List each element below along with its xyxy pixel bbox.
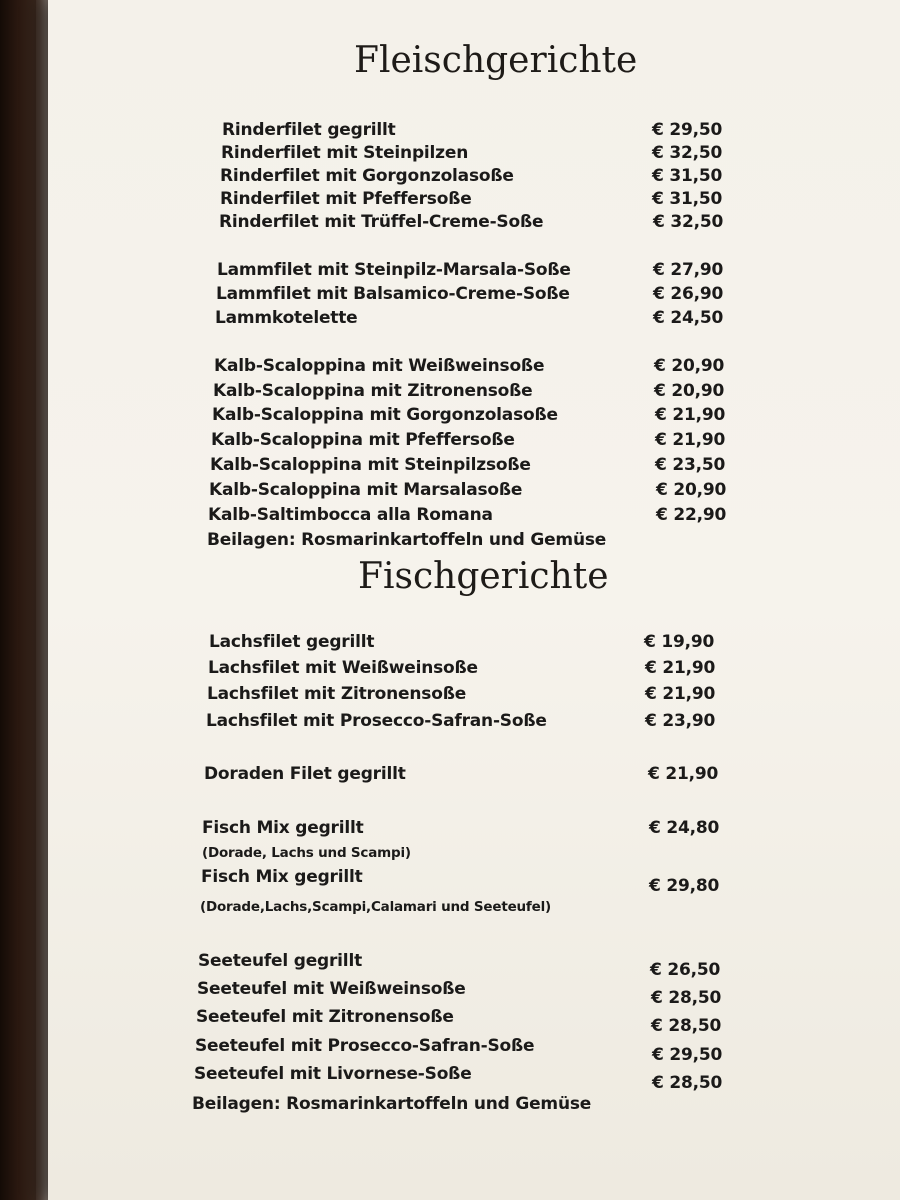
menu-item-row [48,711,900,737]
menu-item-price: € 26,90 [653,284,724,304]
menu-item-price: € 32,50 [652,143,723,163]
menu-item-name: Lammkotelette [215,308,358,328]
menu-item-row [48,480,900,506]
menu-item-price: € 29,50 [652,1045,723,1065]
menu-item-name: Doraden Filet gegrillt [204,764,406,784]
menu-item-row [48,818,900,844]
menu-item-price: € 21,90 [648,764,719,784]
menu-item-name: Rinderfilet mit Pfeffersoße [220,189,472,209]
menu-item-price: € 21,90 [645,658,716,678]
menu-item-price: € 24,80 [649,818,720,838]
menu-item-name: Rinderfilet gegrillt [222,120,396,140]
menu-item-name: Lammfilet mit Steinpilz-Marsala-Soße [217,260,571,280]
menu-item-name: Kalb-Scaloppina mit Marsalasoße [209,480,523,500]
menu-item-name: Kalb-Scaloppina mit Zitronensoße [213,381,533,401]
menu-item-name: Lachsfilet gegrillt [209,632,375,652]
menu-item-price: € 29,80 [649,876,720,896]
menu-item-price: € 27,90 [653,260,724,280]
menu-item-name: Seeteufel mit Zitronensoße [196,1007,454,1027]
menu-item-price: € 29,50 [652,120,723,140]
menu-page [48,0,900,1200]
menu-item-name: Lammfilet mit Balsamico-Creme-Soße [216,284,570,304]
menu-item-row [48,1007,900,1036]
menu-item-name: Seeteufel mit Prosecco-Safran-Soße [195,1036,535,1056]
menu-item-name: Kalb-Scaloppina mit Weißweinsoße [214,356,545,376]
menu-item-row [48,867,900,896]
section-title-fleisch: Fleischgerichte [354,40,638,81]
menu-item-name: Rinderfilet mit Trüffel-Creme-Soße [219,212,544,232]
menu-item-row [48,1036,900,1065]
menu-item-row [48,405,900,431]
menu-item-price: € 21,90 [645,684,716,704]
item-description: (Dorade, Lachs und Scampi) [202,845,411,861]
section-title-fisch: Fischgerichte [358,556,609,597]
menu-item-price: € 24,50 [653,308,724,328]
menu-item-row [48,684,900,710]
menu-item-row [48,430,900,456]
menu-item-name: Kalb-Saltimbocca alla Romana [208,505,493,525]
menu-item-row [48,632,900,658]
menu-item-price: € 21,90 [655,405,726,425]
menu-item-price: € 23,50 [655,455,726,475]
side-dish-note: Beilagen: Rosmarinkartoffeln und Gemüse [207,530,607,550]
menu-item-row [48,356,900,382]
menu-item-name: Rinderfilet mit Gorgonzolasoße [220,166,514,186]
menu-item-name: Kalb-Scaloppina mit Gorgonzolasoße [212,405,558,425]
menu-item-row [48,979,900,1008]
menu-item-row [48,260,900,286]
menu-item-price: € 28,50 [651,1016,722,1036]
menu-item-row [48,455,900,481]
menu-item-row [48,1064,900,1093]
side-dish-note-row [48,530,900,556]
item-description: (Dorade,Lachs,Scampi,Calamari und Seeteufel) [200,899,551,915]
menu-item-row [48,284,900,310]
menu-item-row [48,764,900,790]
menu-item-name: Lachsfilet mit Weißweinsoße [208,658,478,678]
menu-item-price: € 23,90 [645,711,716,731]
menu-item-name: Seeteufel mit Weißweinsoße [197,979,466,999]
menu-item-name: Seeteufel mit Livornese-Soße [194,1064,472,1084]
menu-item-price: € 28,50 [652,1073,723,1093]
menu-item-name: Lachsfilet mit Prosecco-Safran-Soße [206,711,547,731]
menu-item-row [48,212,900,238]
menu-item-price: € 22,90 [656,505,727,525]
menu-item-name: Fisch Mix gegrillt [202,818,364,838]
menu-item-row [48,308,900,334]
side-dish-note: Beilagen: Rosmarinkartoffeln und Gemüse [192,1094,592,1114]
menu-item-price: € 21,90 [655,430,726,450]
menu-item-row [48,951,900,980]
menu-item-price: € 28,50 [651,988,722,1008]
menu-item-price: € 20,90 [654,356,725,376]
menu-item-price: € 32,50 [653,212,724,232]
menu-item-name: Seeteufel gegrillt [198,951,362,971]
menu-item-row [48,658,900,684]
menu-item-price: € 20,90 [656,480,727,500]
menu-item-price: € 31,50 [652,166,723,186]
menu-item-name: Kalb-Scaloppina mit Pfeffersoße [211,430,515,450]
menu-item-price: € 19,90 [644,632,715,652]
menu-item-price: € 26,50 [650,960,721,980]
menu-item-name: Rinderfilet mit Steinpilzen [221,143,469,163]
menu-item-name: Fisch Mix gegrillt [201,867,363,887]
menu-item-row [48,381,900,407]
menu-item-name: Lachsfilet mit Zitronensoße [207,684,467,704]
item-description-row [48,899,900,925]
menu-item-price: € 31,50 [652,189,723,209]
menu-item-row [48,505,900,531]
menu-item-price: € 20,90 [654,381,725,401]
side-dish-note-row [48,1094,900,1120]
menu-item-name: Kalb-Scaloppina mit Steinpilzsoße [210,455,531,475]
